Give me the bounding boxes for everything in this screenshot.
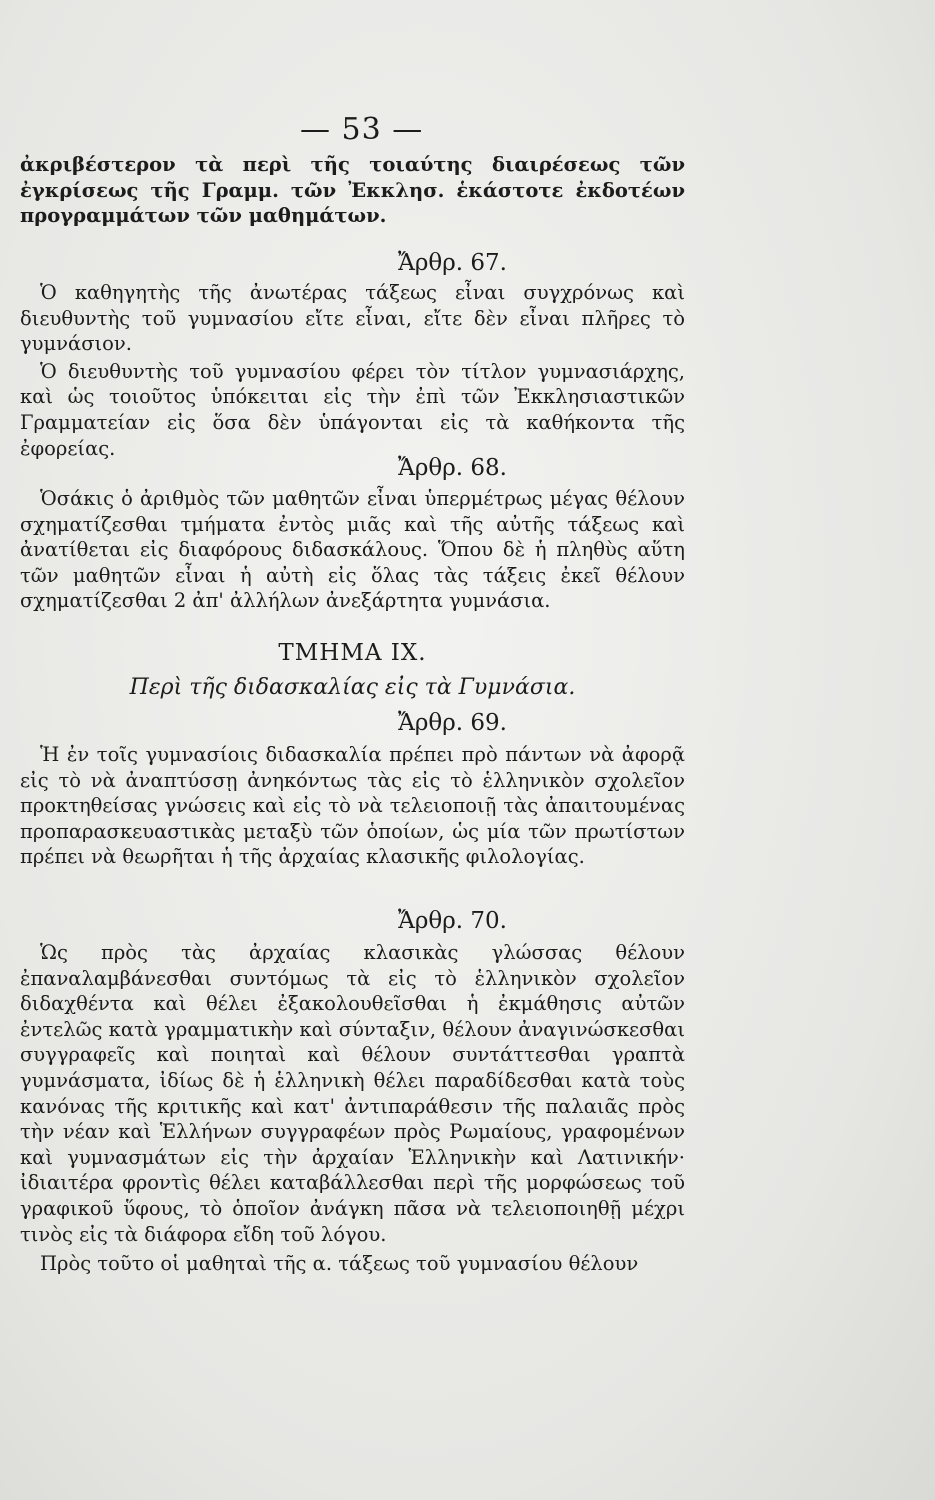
article-67-body (20, 280, 685, 461)
article-68-paragraph-1: Ὁσάκις ὁ ἀριθμὸς τῶν μαθητῶν εἶναι ὑπερμέτρως μέγας θέλουν σχηματίζεσθαι τμήματα ἐντὸς μιᾶς καὶ τῆς αὐτῆς τάξεως καὶ ἀνατίθεται εἰς διαφόρους διδασκάλους. Ὅπου δὲ ἡ πληθὺς αὕτη τῶν μαθητῶν εἶναι ἡ αὐτὴ εἰς ὅλας τὰς τάξεις ἐκεῖ θέλουν σχηματίζεσθαι 2 ἀπ' ἀλλήλων ἀνεξάρτητα γυμνάσια. (20, 487, 685, 613)
intro-text: ἀκριβέστερον τὰ περὶ τῆς τοιαύτης διαιρέσεως τῶν ἐγκρίσεως τῆς Γραμμ. τῶν Ἐκκλησ. ἑκάστοτε ἐκδοτέων προγραμμάτων τῶν μαθημάτων. (20, 153, 685, 228)
article-67-paragraph-1: Ὁ καθηγητὴς τῆς ἀνωτέρας τάξεως εἶναι συγχρόνως καὶ διευθυντὴς τοῦ γυμνασίου εἴτε εἶναι, εἴτε δὲν εἶναι πλῆρες τὸ γυμνάσιον. (20, 281, 685, 356)
article-69-heading: Ἄρθρ. 69. (398, 710, 507, 736)
section-subtitle: Περὶ τῆς διδασκαλίας εἰς τὰ Γυμνάσια. (129, 675, 576, 700)
article-67-heading: Ἄρθρ. 67. (398, 250, 507, 276)
article-68-body (20, 486, 685, 614)
article-69-paragraph-1: Ἡ ἐν τοῖς γυμνασίοις διδασκαλία πρέπει πρὸ πάντων νὰ ἀφορᾷ εἰς τὸ νὰ ἀναπτύσσῃ ἀνηκόντως τὰς εἰς τὸ ἑλληνικὸν σχολεῖον προκτηθείσας γνώσεις καὶ εἰς τὸ νὰ τελειοποιῇ τὰς ἀπαιτουμένας προπαρασκευαστικὰς μεταξὺ τῶν ὁποίων, ὡς μία τῶν πρωτίστων πρέπει νὰ θεωρῆται ἡ τῆς ἀρχαίας κλασικῆς φιλολογίας. (20, 743, 685, 869)
article-68-heading: Ἄρθρ. 68. (398, 455, 507, 481)
intro-paragraph (20, 152, 685, 229)
article-70-body (20, 940, 685, 1277)
section-title: ΤΜΗΜΑ IX. (278, 640, 427, 666)
article-69-body (20, 742, 685, 870)
article-70-paragraph-2: Πρὸς τοῦτο οἱ μαθηταὶ τῆς α. τάξεως τοῦ γυμνασίου θέλουν (40, 1252, 639, 1276)
article-67-paragraph-2: Ὁ διευθυντὴς τοῦ γυμνασίου φέρει τὸν τίτλον γυμνασιάρχης, καὶ ὡς τοιοῦτος ὑπόκειται εἰς τὴν ἐπὶ τῶν Ἐκκλησιαστικῶν Γραμματείαν εἰς ὅσα δὲν ὑπάγονται εἰς τὰ καθήκοντα τῆς ἐφορείας. (20, 359, 685, 460)
article-70-heading: Ἄρθρ. 70. (398, 908, 507, 934)
article-70-paragraph-1: Ὡς πρὸς τὰς ἀρχαίας κλασικὰς γλώσσας θέλουν ἐπαναλαμβάνεσθαι συντόμως τὰ εἰς τὸ ἑλληνικὸν σχολεῖον διδαχθέντα καὶ θέλει ἐξακολουθεῖσθαι ἡ ἐκμάθησις αὐτῶν ἐντελῶς κατὰ γραμματικὴν καὶ σύνταξιν, θέλουν ἀναγινώσκεσθαι συγγραφεῖς καὶ ποιηταὶ καὶ θέλουν συντάττεσθαι γραπτὰ γυμνάσματα, ἰδίως δὲ ἡ ἑλληνικὴ θέλει παραδίδεσθαι κατὰ τοὺς κανόνας τῆς κριτικῆς καὶ κατ' ἀντιπαράθεσιν τῆς παλαιᾶς πρὸς τὴν νέαν καὶ Ἑλλήνων συγγραφέων πρὸς Ρωμαίους, γραφομένων καὶ γυμνασμάτων εἰς τὴν ἀρχαίαν Ἑλληνικὴν καὶ Λατινικήν· ἰδιαιτέρα φροντὶς θέλει καταβάλλεσθαι περὶ τῆς μορφώσεως τοῦ γραφικοῦ ὕφους, τὸ ὁποῖον ἀνάγκη πᾶσα νὰ τελειοποιηθῇ μέχρι τινὸς εἰς τὰ διάφορα εἴδη τοῦ λόγου. (20, 941, 685, 1246)
page-number: — 53 — (300, 112, 424, 147)
